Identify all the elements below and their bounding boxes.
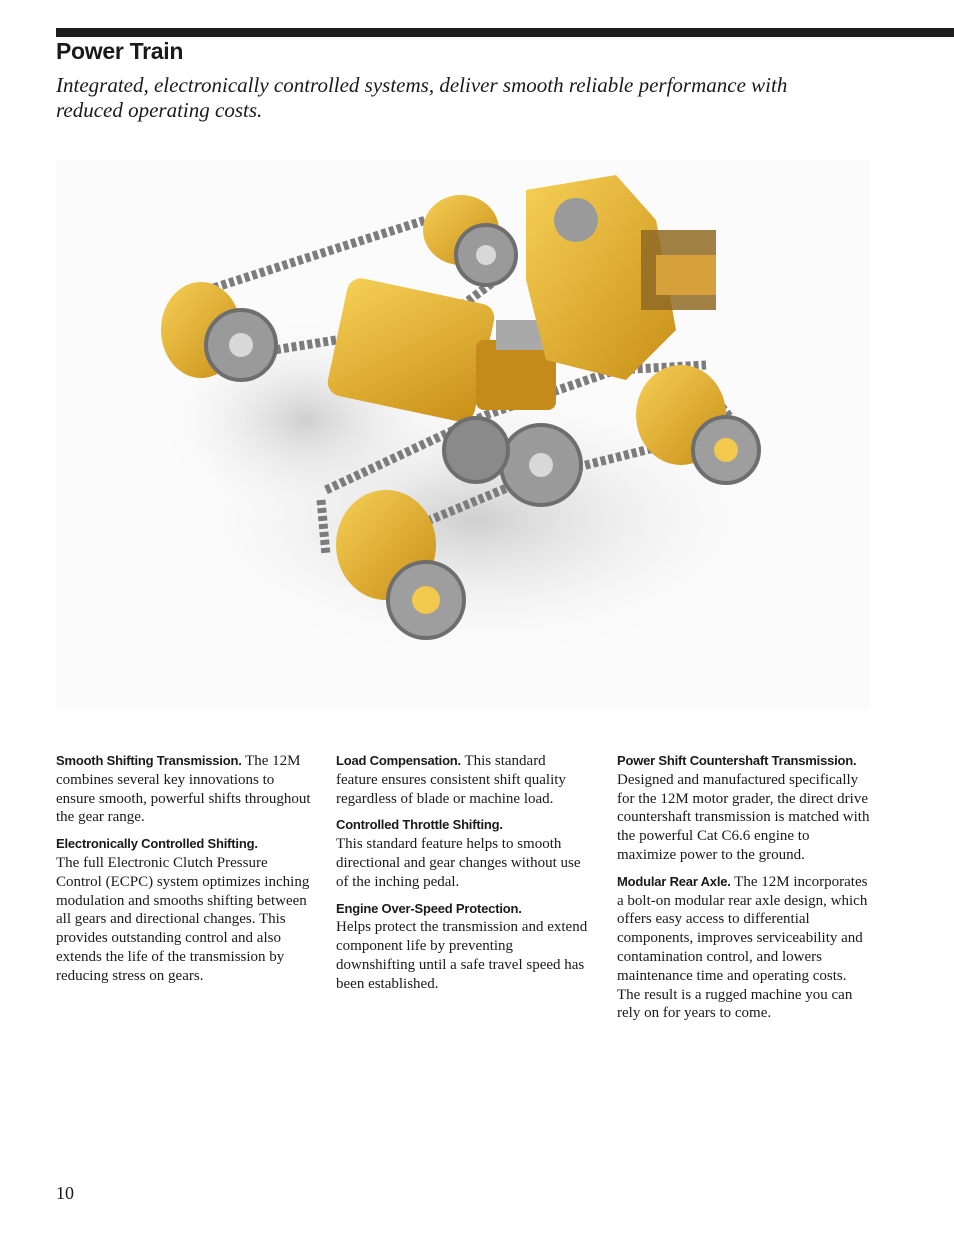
- text-column-2: [336, 752, 591, 1002]
- body-smooth-shifting: The 12M combines several key innovations to ensure smooth, powerful shifts throughout the gear range.: [56, 753, 311, 826]
- heading-overspeed-protection: Engine Over-Speed Protection.: [336, 900, 522, 916]
- heading-countershaft: Power Shift Countershaft Transmission.: [617, 753, 857, 768]
- paragraph-throttle-shifting: [336, 816, 591, 891]
- body-electronic-shifting: The full Electronic Clutch Pressure Control (ECPC) system optimizes inching modulation and smooths shifting between all gears and directional changes. This provides outstanding control and also extends the life of the transmission by reducing stress on gears.: [56, 854, 310, 984]
- paragraph-rear-axle: [617, 873, 872, 1023]
- paragraph-countershaft: [617, 752, 872, 865]
- page-subtitle: Integrated, electronically controlled systems, deliver smooth reliable performance with reduced operating costs.: [56, 73, 788, 122]
- heading-smooth-shifting: Smooth Shifting Transmission.: [56, 753, 242, 768]
- text-column-1: [56, 752, 311, 994]
- body-load-compensation: This standard feature ensures consistent shift quality regardless of blade or machine load.: [336, 753, 566, 807]
- body-rear-axle: The 12M incorporates a bolt-on modular rear axle design, which offers easy access to differential components, improves serviceability and contamination control, and lowers maintenance time and operating costs. The result is a rugged machine you can rely on for years to come.: [617, 873, 868, 1022]
- heading-load-compensation: Load Compensation.: [336, 753, 461, 768]
- heading-throttle-shifting: Controlled Throttle Shifting.: [336, 817, 503, 833]
- page-number: 10: [56, 1183, 74, 1203]
- body-countershaft: Designed and manufactured specifically for the 12M motor grader, the direct drive countershaft transmission is matched with the powerful Cat C6.6 engine to maximize power to the ground.: [617, 771, 870, 863]
- heading-rear-axle: Modular Rear Axle.: [617, 873, 731, 889]
- text-column-3: [617, 752, 872, 1031]
- body-overspeed-protection: Helps protect the transmission and extend component life by preventing downshifting until a safe travel speed has been established.: [336, 919, 588, 992]
- power-train-illustration: [56, 160, 870, 710]
- header-rule: [56, 28, 954, 37]
- heading-electronic-shifting: Electronically Controlled Shifting.: [56, 836, 258, 852]
- paragraph-electronic-shifting: [56, 835, 311, 985]
- paragraph-load-compensation: [336, 752, 591, 808]
- body-throttle-shifting: This standard feature helps to smooth directional and gear changes without use of the inching pedal.: [336, 836, 581, 890]
- page-title: Power Train: [56, 38, 184, 64]
- paragraph-smooth-shifting: [56, 752, 311, 827]
- paragraph-overspeed-protection: [336, 900, 591, 994]
